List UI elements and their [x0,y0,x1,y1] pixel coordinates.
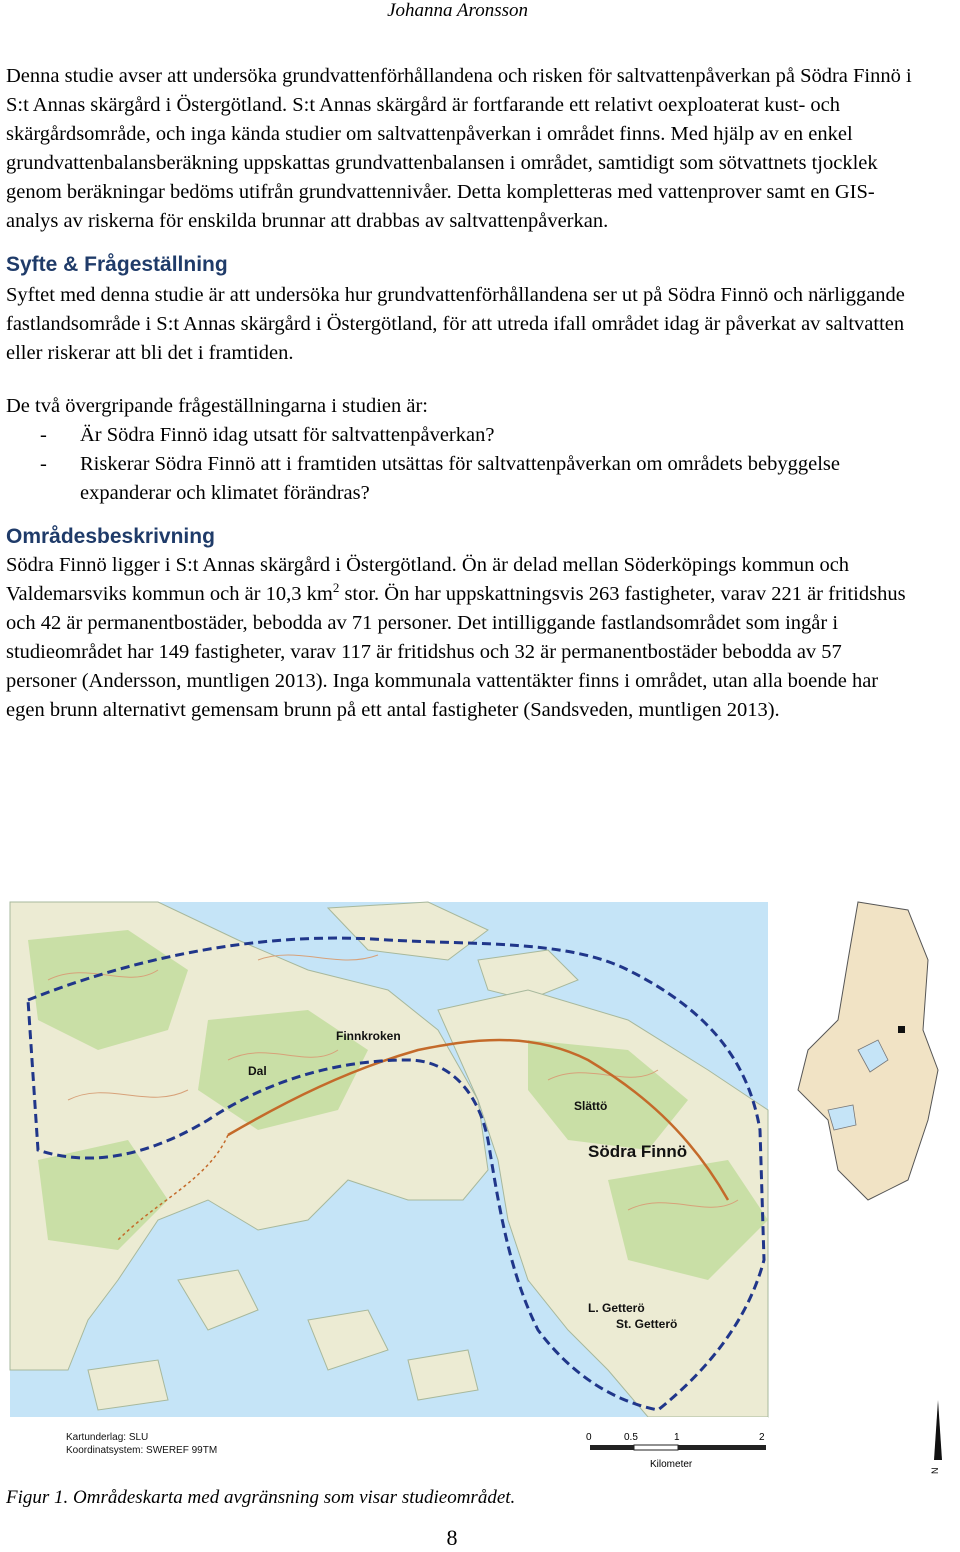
label-sodra-finno: Södra Finnö [588,1142,688,1161]
questions-intro: De två övergripande frågeställningarna i studien är: [6,395,428,417]
map-svg [8,900,952,1480]
inset-map-sweden [798,902,938,1200]
scale-tick-0: 0 [586,1432,592,1443]
page-content [6,62,916,725]
credit-basemap: Kartunderlag: SLU [66,1432,149,1443]
north-label: N [930,1467,940,1474]
label-l-gettero: L. Getterö [588,1301,645,1315]
page-number: 8 [446,1525,458,1550]
intro-paragraph: Denna studie avser att undersöka grundvattenförhållandena och risken för saltvattenpåverkan på Södra Finnö i S:t Annas skärgård i Östergötland. S:t Annas skärgård är fortfarande ett relativt oexploaterat kust- och skärgårdsområde, och inga kända studier om saltvattenpåverkan i området finns. Med hjälp av en enkel grundvattenbalansberäkning uppskattas grundvattenbalansen i området, samtidigt som sötvattnets tjocklek genom beräkningar bedöms utifrån grundvattennivåer. Detta kompletteras med vattenprover samt en GIS-analys av riskerna för enskilda brunnar att drabbas av saltvattenpåverkan. [6,65,912,232]
question-2: Riskerar Södra Finnö att i framtiden utsättas för saltvattenpåverkan om områdets bebyggelse expanderar och klimatet förändras? [80,453,841,504]
label-finnkroken: Finnkroken [336,1029,401,1043]
north-arrow-icon [930,1400,942,1474]
scale-tick-1: 1 [674,1432,680,1443]
label-slatto: Slättö [574,1099,608,1113]
questions-list [6,421,916,508]
area-text-b: stor. Ön har uppskattningsvis 263 fastigheter, varav 221 är fritidshus och 42 är permanentbostäder, bebodda av 71 personer. Det intilliggande fastlandsområdet som ingår i studieområdet har 149 fastigheter, varav 117 är fritidshus och 32 är permanentbostäder bebodda av 57 personer (Andersson, muntligen 2013). Inga kommunala vattentäkter finns i området, utan alla boende har egen brunn alternativt gemensam brunn på ett antal fastigheter (Sandsveden, muntligen 2013). [6,583,906,721]
list-item [6,450,916,508]
list-dash: - [40,453,47,475]
study-area-map [8,900,952,1480]
area-text-a: Södra Finnö ligger i S:t Annas skärgård i Östergötland. Ön är delad mellan Söderköpings kommun och Valdemarsviks kommun och är 10,3 km [6,554,850,605]
scale-tick-0-5: 0.5 [624,1432,638,1443]
label-st-gettero: St. Getterö [616,1317,678,1331]
credit-crs: Koordinatsystem: SWEREF 99TM [66,1445,218,1456]
superscript-2: 2 [332,580,340,596]
question-1: Är Södra Finnö idag utsatt för saltvattenpåverkan? [80,424,495,446]
heading-omradesbeskrivning: Områdesbeskrivning [6,525,215,548]
label-dal: Dal [248,1064,267,1078]
scale-unit: Kilometer [650,1459,693,1470]
area-paragraph [6,551,916,725]
heading-syfte: Syfte & Frågeställning [6,253,228,276]
list-item [6,421,916,450]
figure-caption: Figur 1. Områdeskarta med avgränsning som visar studieområdet. [6,1487,516,1508]
running-head-author: Johanna Aronsson [387,0,528,21]
scale-tick-2: 2 [759,1432,765,1443]
study-location-marker [898,1026,905,1033]
list-dash: - [40,424,47,446]
purpose-paragraph: Syftet med denna studie är att undersöka hur grundvattenförhållandena ser ut på Södra Finnö och närliggande fastlandsområde i S:t Annas skärgård i Östergötland, för att utreda ifall området idag är påverkat av saltvatten eller riskerar att bli det i framtiden. [6,284,905,364]
